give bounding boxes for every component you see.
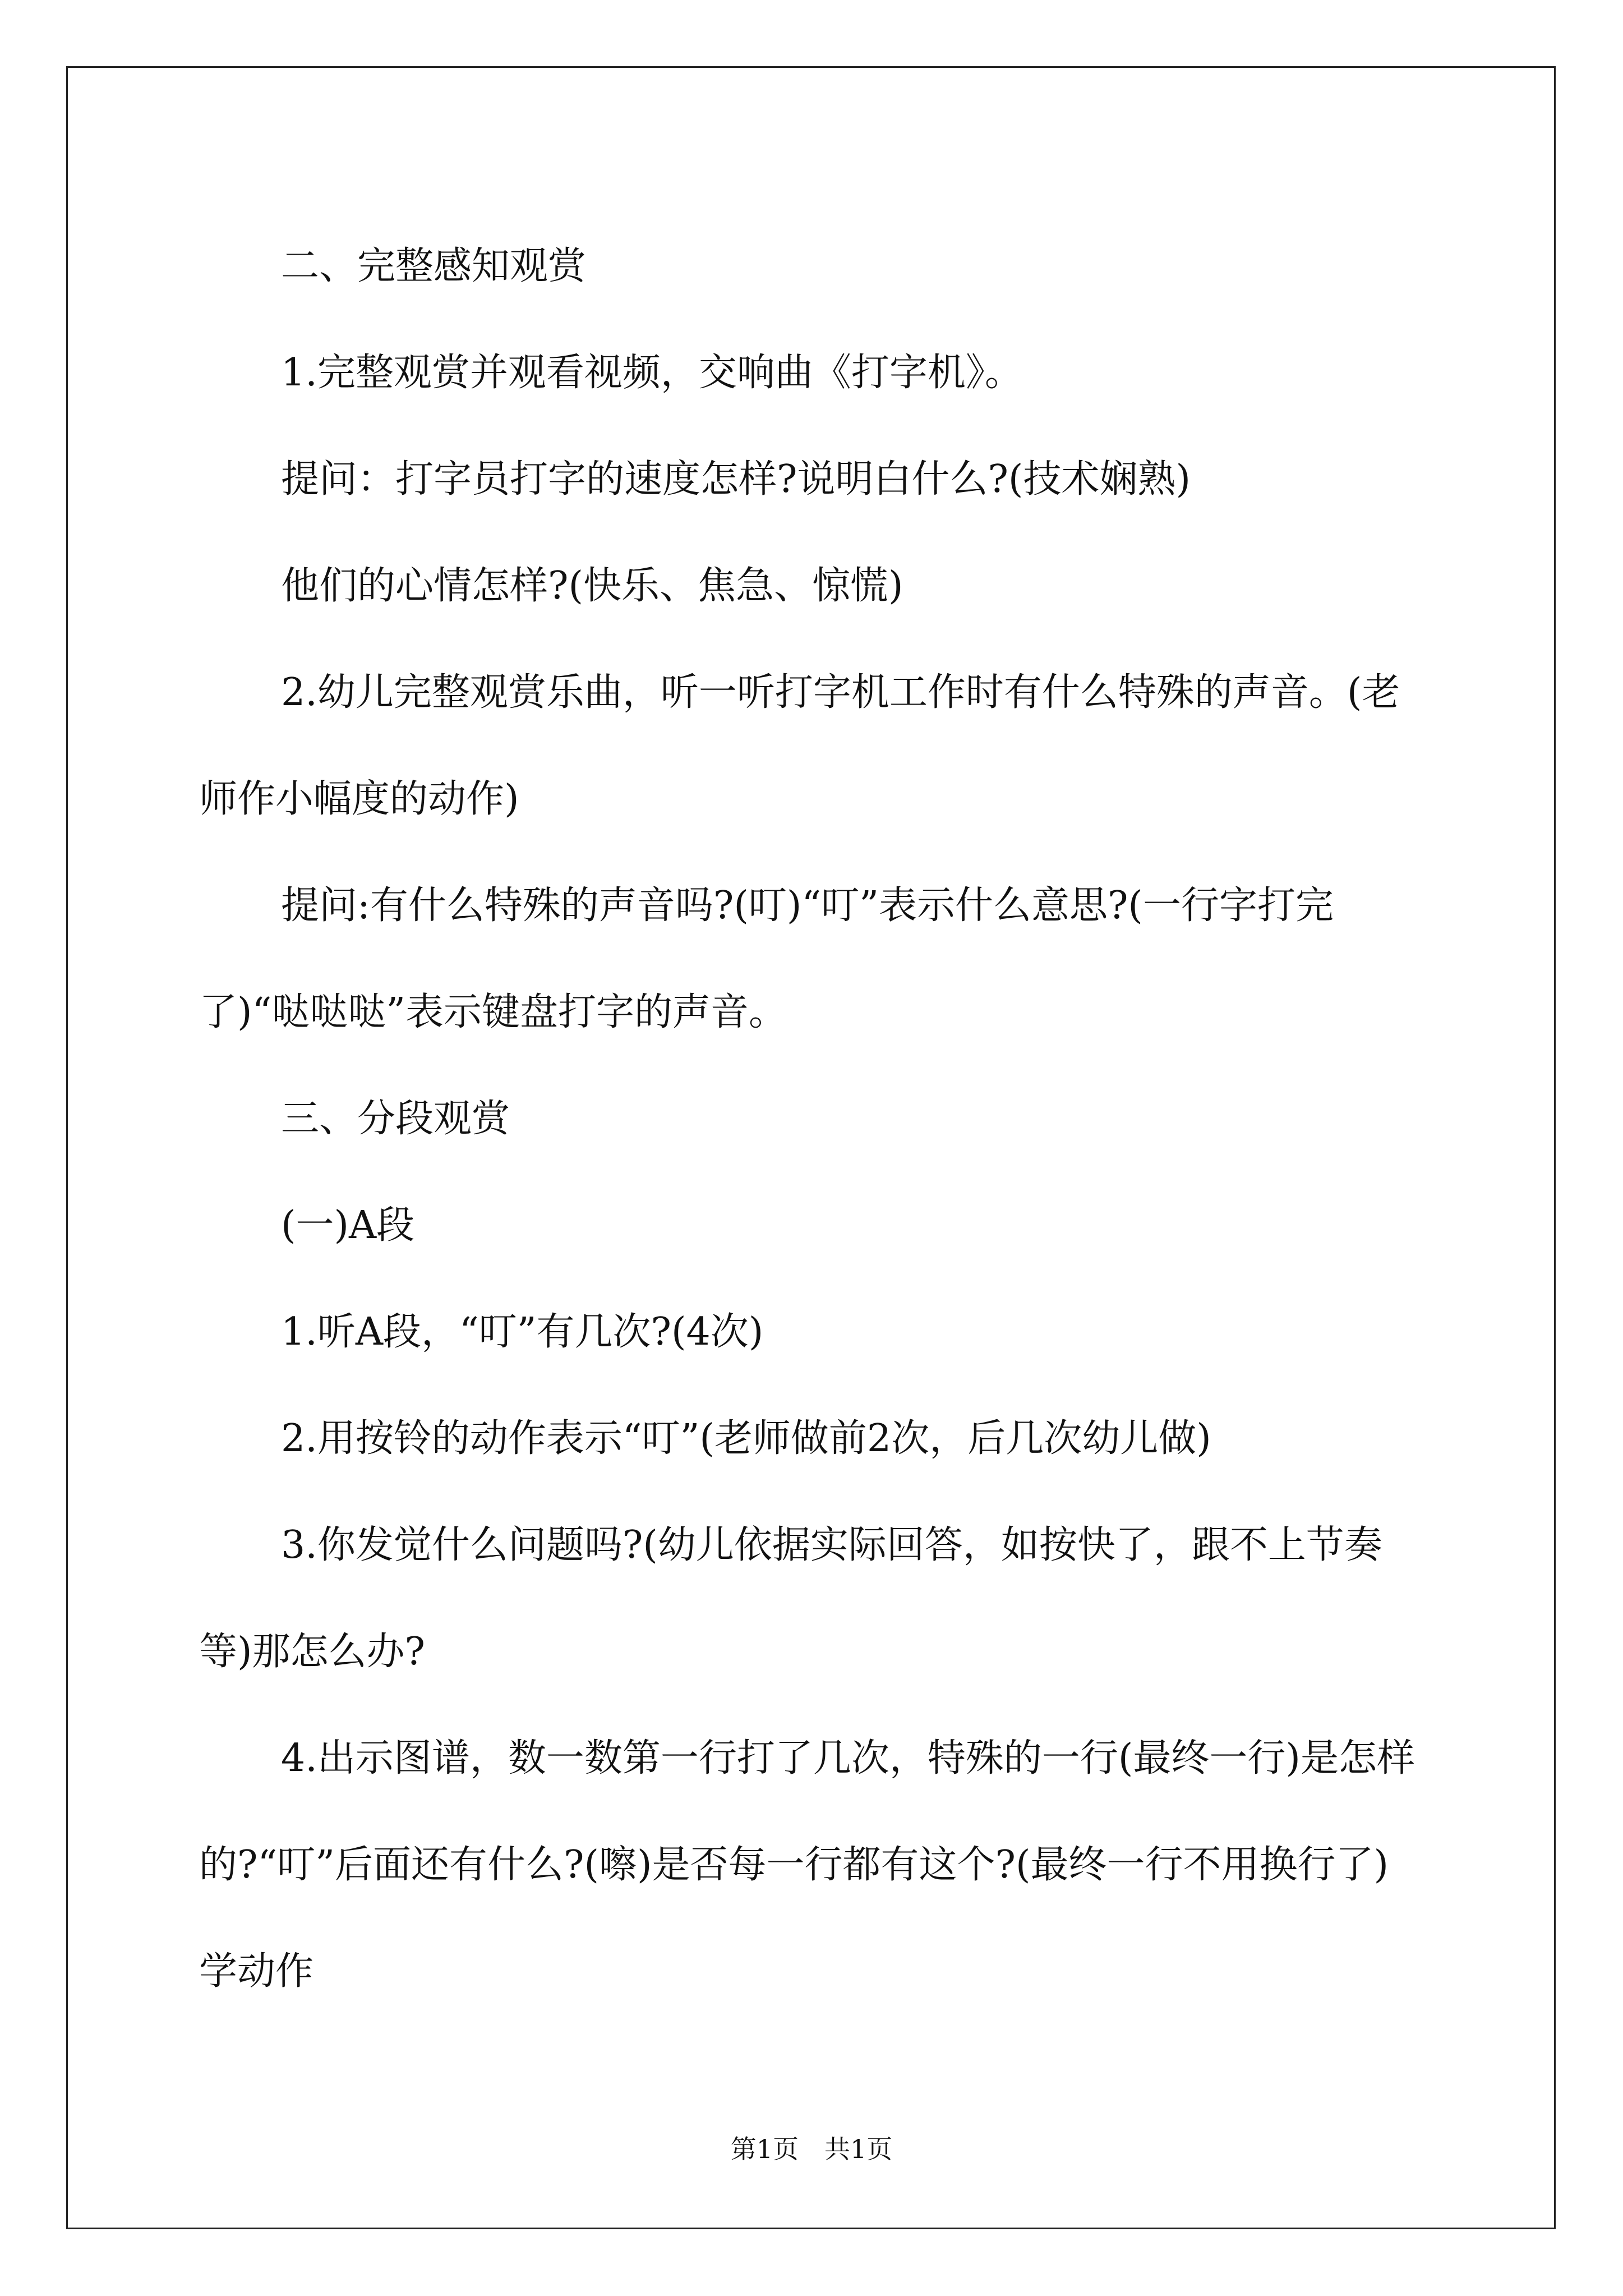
step-3: 3.你发觉什么问题吗?(幼儿依据实际回答，如按快了，跟不上节奏等)那怎么办? xyxy=(199,1523,1382,1674)
paragraph-mood: 他们的心情怎样?(快乐、焦急、惊慌) xyxy=(281,564,903,608)
subsection-a: (一)A段 xyxy=(281,1203,415,1248)
step-2: 2.用按铃的动作表示“叮”(老师做前2次，后几次幼儿做) xyxy=(281,1416,1211,1461)
paragraph-question-1: 提问：打字员打字的速度怎样?说明白什么?(技术娴熟) xyxy=(281,457,1191,501)
step-1: 1.听A段，“叮”有几次?(4次) xyxy=(281,1310,764,1354)
step-4: 4.出示图谱，数一数第一行打了几次，特殊的一行(最终一行)是怎样的?“叮”后面还有什么?(嚓)是否每一行都有这个?(最终一行不用换行了) 学动作 xyxy=(199,1736,1415,1994)
paragraph-question-2: 提问:有什么特殊的声音吗?(叮)“叮”表示什么意思?(一行字打完了)“哒哒哒”表示键盘打字的声音。 xyxy=(199,884,1334,1034)
section-heading-2: 二、完整感知观赏 xyxy=(281,244,587,288)
page-footer: 第1页 共1页 xyxy=(730,2134,893,2164)
paragraph-2: 2.幼儿完整观赏乐曲，听一听打字机工作时有什么特殊的声音。(老师作小幅度的动作) xyxy=(199,670,1400,821)
section-heading-3: 三、分段观赏 xyxy=(281,1097,510,1141)
document-body xyxy=(199,213,1433,2025)
paragraph-1: 1.完整观赏并观看视频，交响曲《打字机》。 xyxy=(281,351,1023,395)
